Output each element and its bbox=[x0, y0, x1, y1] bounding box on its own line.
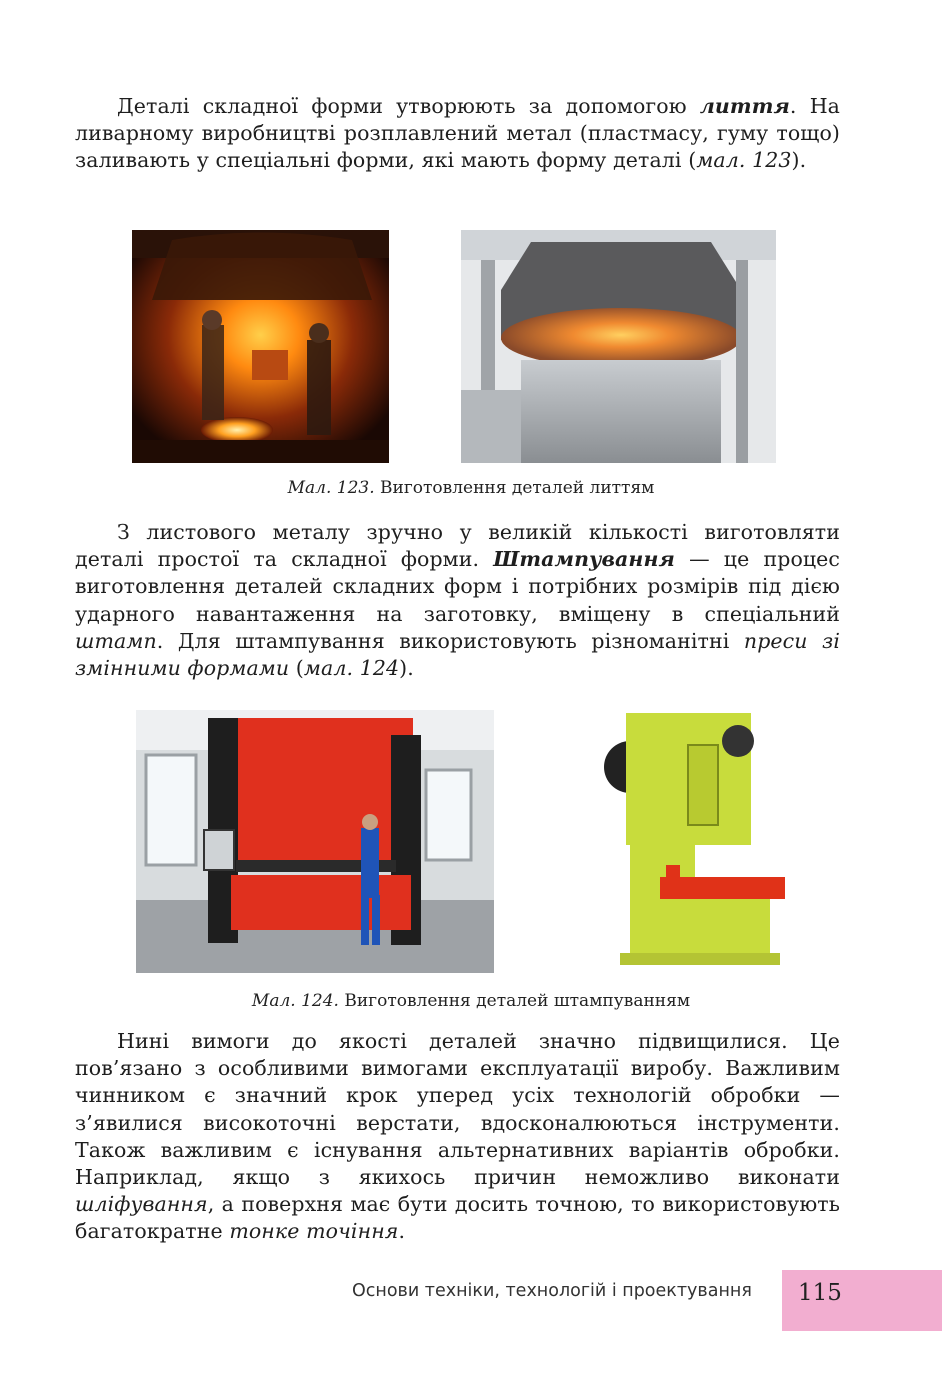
figure-caption-text: Виготовлення деталей штампуванням bbox=[344, 991, 691, 1011]
photo-press-brake bbox=[136, 710, 494, 973]
term-casting: лиття bbox=[699, 94, 790, 118]
photo-melting-furnace bbox=[461, 230, 776, 463]
paragraph-stamping bbox=[75, 519, 840, 682]
text: Деталі складної форми утворюють за допомогою bbox=[117, 94, 700, 118]
term-die: штамп bbox=[75, 628, 157, 653]
footer-book-title: Основи техніки, технологій і проектування bbox=[352, 1281, 752, 1301]
text: . Для штампування використовують різноманітні bbox=[156, 628, 744, 653]
text: ). bbox=[791, 148, 807, 173]
figure-caption-123 bbox=[0, 478, 942, 498]
page-number-badge bbox=[782, 1270, 942, 1331]
paragraph-casting bbox=[75, 93, 840, 175]
term-presses: преси зі змінними формами bbox=[75, 628, 840, 681]
figure-caption-124 bbox=[0, 991, 942, 1011]
figure-ref: мал. 123 bbox=[696, 148, 792, 173]
term-grinding: шліфування bbox=[75, 1192, 208, 1217]
photo-foundry-pouring bbox=[132, 230, 389, 463]
text: З листового металу зручно у великій кількості виготовляти деталі простої та складної форми. bbox=[75, 520, 840, 572]
paragraph-quality bbox=[75, 1028, 840, 1246]
figure-number: Мал. 124. bbox=[251, 991, 339, 1011]
text: . На ливарному виробництві розплавлений метал (пластмасу, гуму тощо) заливають у спеціальні форми, які мають форму деталі ( bbox=[75, 94, 840, 173]
term-stamping: Штампування bbox=[493, 547, 675, 572]
text: ( bbox=[289, 656, 304, 681]
text: — це процес виготовлення деталей складних форм і потрібних розмірів під дією ударного навантаження на заготовку, вміщену в спеціальний bbox=[75, 547, 840, 626]
text: Нині вимоги до якості деталей значно підвищилися. Це пов’язано з особливими вимогами експлуатації виробу. Важливим чинником є значний крок уперед усіх технологій обробки — з’явилися високоточні верстати, вдосконалюються інструменти. Також важливим є існування альтернативних варіантів обробки. Наприклад, якщо з якихось причин неможливо виконати bbox=[75, 1029, 840, 1190]
text: , а поверхня має бути досить точною, то використовують багатократне bbox=[75, 1192, 840, 1244]
figure-number: Мал. 123. bbox=[287, 478, 375, 498]
page-number: 115 bbox=[798, 1280, 842, 1306]
figure-ref: мал. 124 bbox=[303, 656, 400, 681]
photo-stamping-press bbox=[600, 705, 790, 973]
figure-caption-text: Виготовлення деталей литтям bbox=[380, 478, 655, 498]
text: . bbox=[398, 1219, 406, 1244]
text: ). bbox=[399, 656, 414, 681]
term-fine-turning: тонке точіння bbox=[229, 1219, 399, 1244]
